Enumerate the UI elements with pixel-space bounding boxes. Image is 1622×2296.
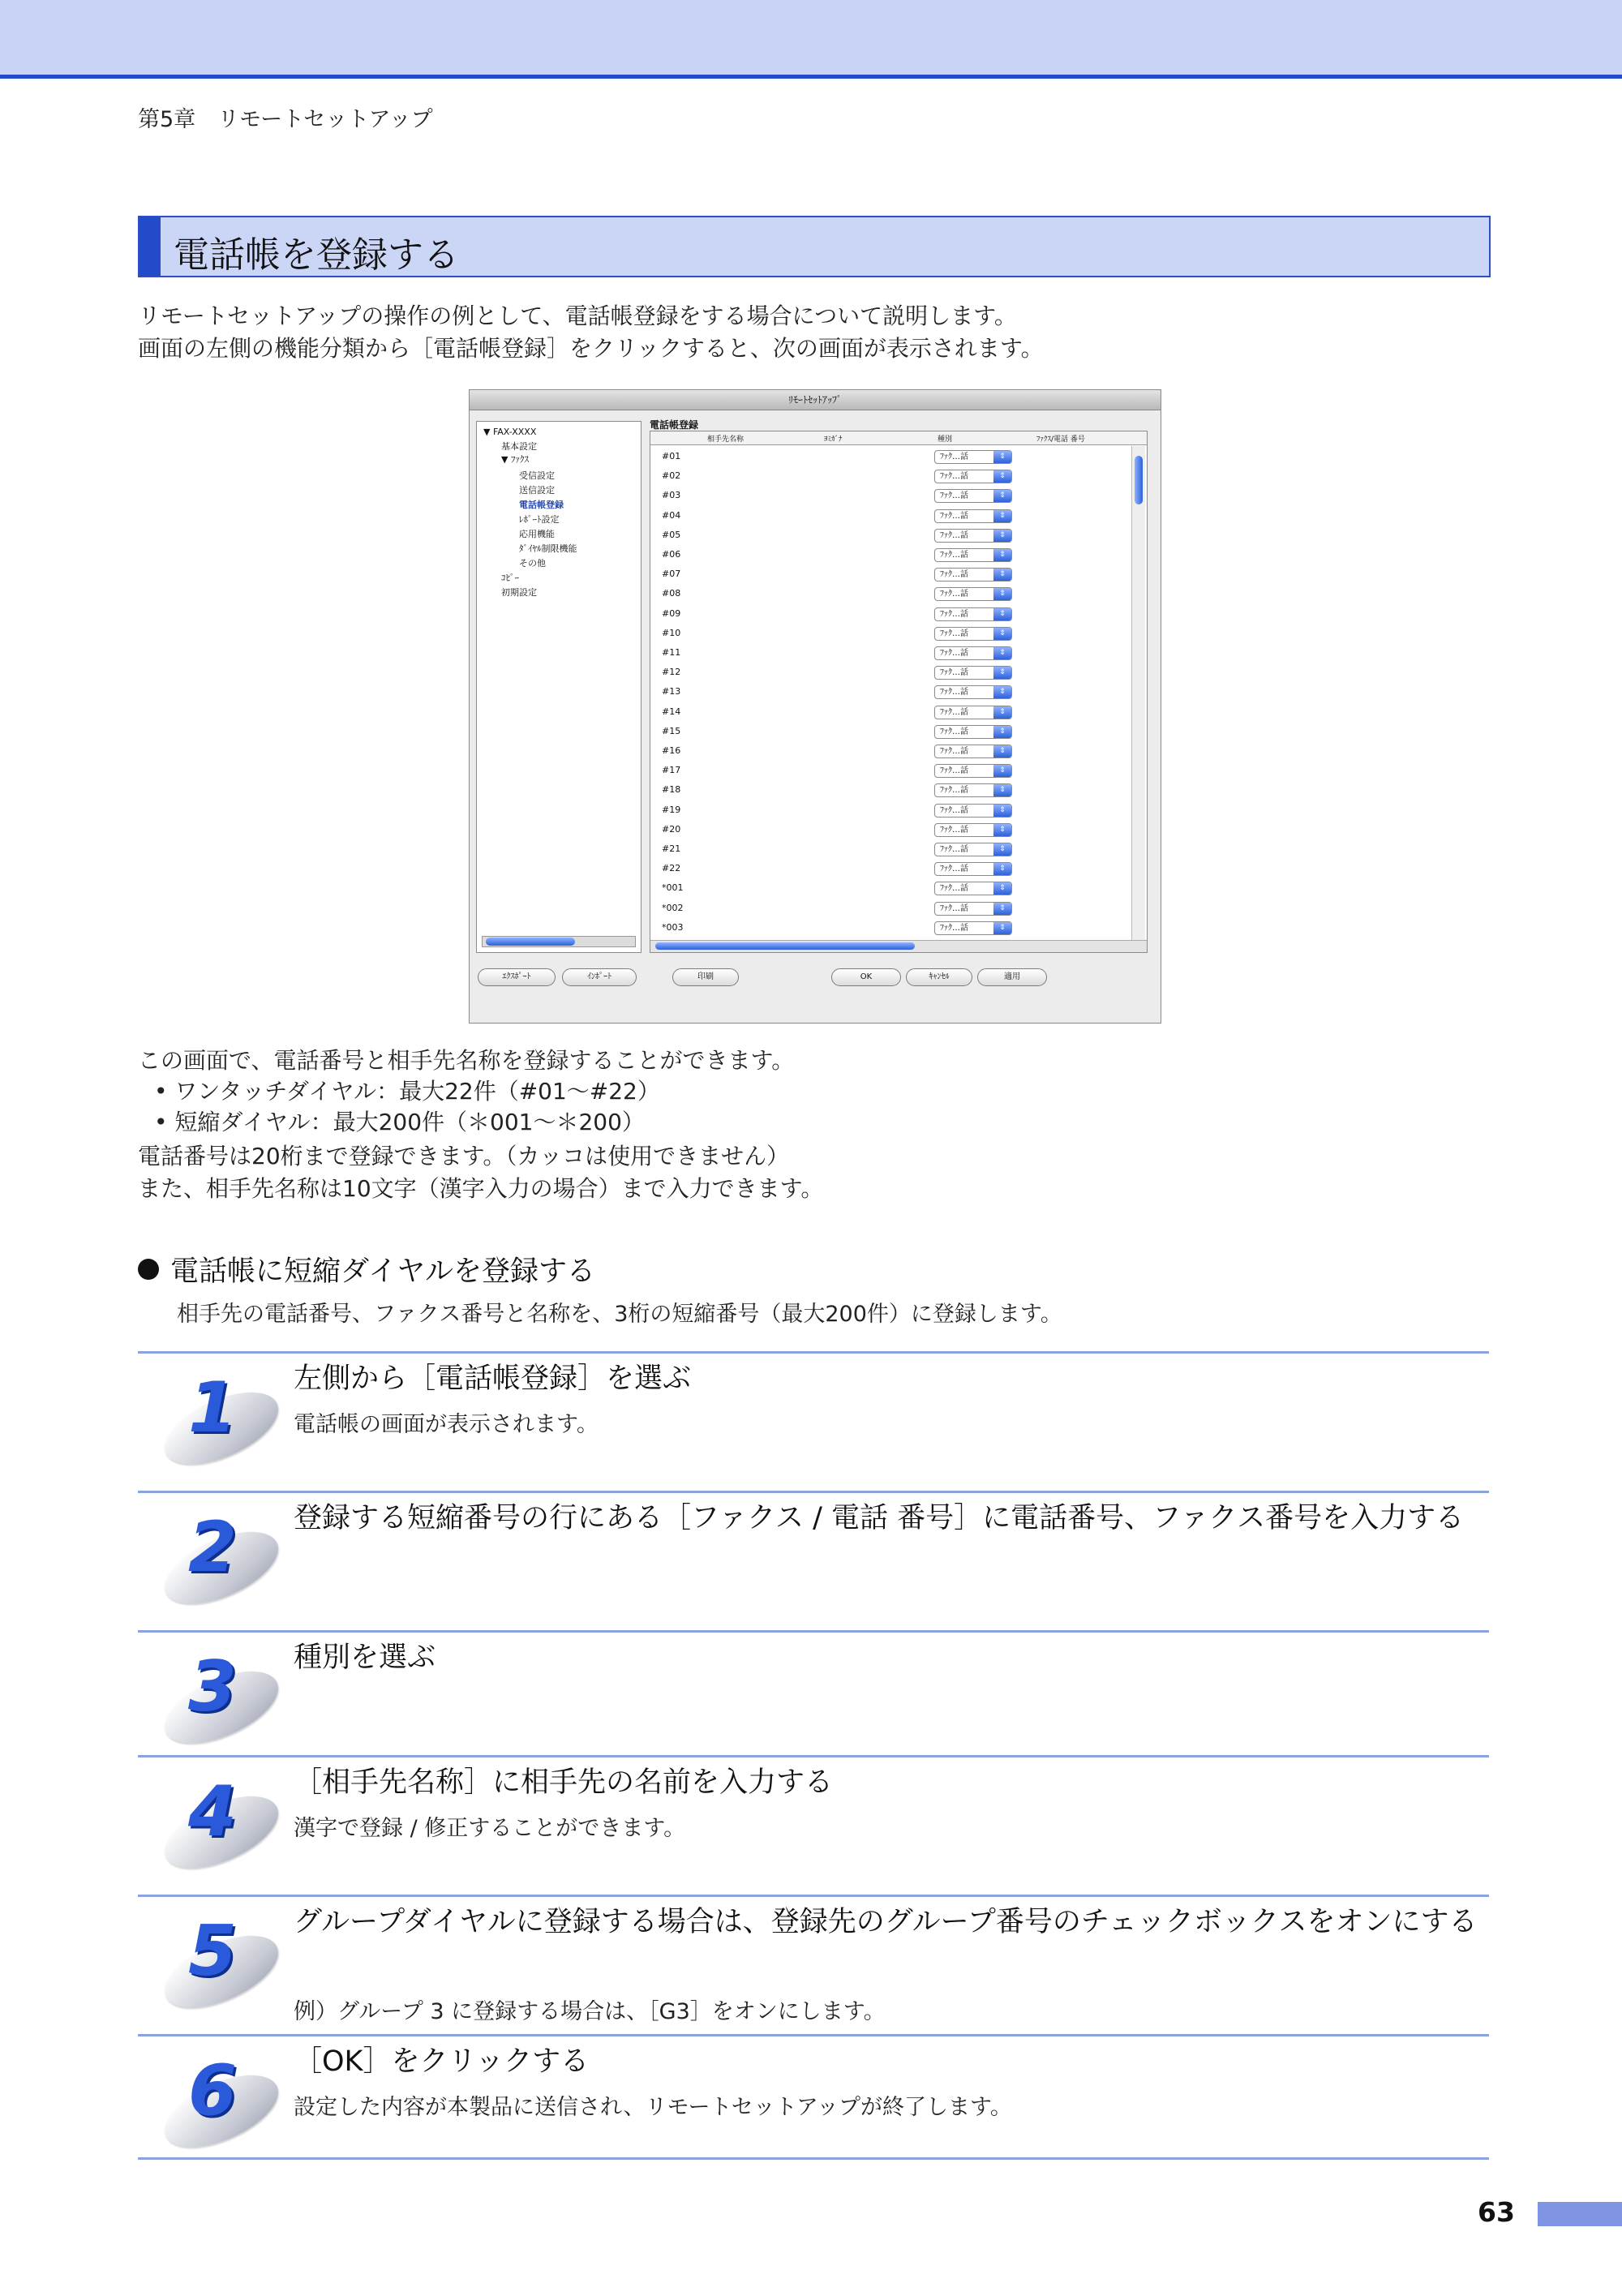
- type-select[interactable]: [934, 548, 1012, 562]
- row-id: #10: [662, 627, 681, 638]
- step-title: グループダイヤルに登録する場合は、登録先のグループ番号のチェックボックスをオンにする: [294, 1906, 1478, 1938]
- type-select-value: ﾌｧｸ…話: [940, 511, 968, 521]
- table-row[interactable]: [650, 899, 1129, 919]
- row-id: *003: [662, 921, 684, 933]
- print-button[interactable]: 印刷: [672, 968, 739, 986]
- table-row[interactable]: [650, 879, 1129, 899]
- row-id: #22: [662, 863, 681, 874]
- subsection-heading: [138, 1249, 595, 1290]
- export-button[interactable]: ｴｸｽﾎﾟｰﾄ: [478, 968, 556, 986]
- type-select[interactable]: [934, 470, 1012, 483]
- step-number: 2: [188, 1507, 237, 1588]
- updown-arrow-icon: ⇕: [993, 588, 1011, 600]
- row-id: #07: [662, 569, 681, 580]
- tree-item-advanced[interactable]: 応用機能: [519, 529, 555, 539]
- updown-arrow-icon: ⇕: [993, 882, 1011, 895]
- tree-item-send[interactable]: 送信設定: [519, 485, 555, 496]
- step-number: 5: [188, 1911, 237, 1992]
- tree-item-copy[interactable]: ｺﾋﾟｰ: [501, 573, 519, 583]
- tree-item-basic[interactable]: 基本設定: [501, 441, 537, 452]
- updown-arrow-icon: ⇕: [993, 843, 1011, 856]
- type-select[interactable]: [934, 685, 1012, 699]
- updown-arrow-icon: ⇕: [993, 686, 1011, 698]
- updown-arrow-icon: ⇕: [993, 805, 1011, 817]
- type-select-value: ﾌｧｸ…話: [940, 805, 968, 815]
- type-select-value: ﾌｧｸ…話: [940, 747, 968, 756]
- step-description: 電話帳の画面が表示されます。: [294, 1412, 599, 1437]
- ok-button[interactable]: OK: [831, 968, 901, 986]
- table-horizontal-scrollbar[interactable]: [650, 940, 1147, 952]
- type-select-value: ﾌｧｸ…話: [940, 491, 968, 501]
- table-row[interactable]: [650, 507, 1129, 526]
- table-header: [650, 431, 1147, 445]
- step-title: 左側から［電話帳登録］を選ぶ: [294, 1363, 692, 1395]
- table-row[interactable]: [650, 781, 1129, 800]
- col-number[interactable]: ﾌｧｸｽ/電話 番号: [1036, 436, 1085, 444]
- type-select-value: ﾌｧｸ…話: [940, 629, 968, 638]
- updown-arrow-icon: ⇕: [993, 922, 1011, 934]
- type-select[interactable]: [934, 921, 1012, 935]
- step-number-badge: [161, 2050, 282, 2148]
- table-row[interactable]: [650, 605, 1129, 624]
- type-select[interactable]: [934, 783, 1012, 797]
- row-id: #02: [662, 470, 681, 482]
- tree-horizontal-scrollbar[interactable]: [482, 936, 636, 947]
- table-row[interactable]: [650, 526, 1129, 546]
- row-id: #20: [662, 823, 681, 835]
- type-select[interactable]: [934, 902, 1012, 916]
- updown-arrow-icon: ⇕: [993, 726, 1011, 738]
- scroll-thumb[interactable]: [486, 938, 575, 946]
- updown-arrow-icon: ⇕: [993, 569, 1011, 581]
- type-select[interactable]: [934, 587, 1012, 601]
- step-divider: [138, 1630, 1489, 1633]
- phonebook-table: [650, 431, 1148, 953]
- type-select-value: ﾌｧｸ…話: [940, 845, 968, 854]
- row-id: #18: [662, 784, 681, 796]
- apply-button[interactable]: 適用: [977, 968, 1047, 986]
- step-number: 1: [188, 1367, 237, 1448]
- updown-arrow-icon: ⇕: [993, 647, 1011, 659]
- type-select-value: ﾌｧｸ…話: [940, 903, 968, 913]
- step-number-badge: [161, 1646, 282, 1744]
- row-id: #15: [662, 725, 681, 736]
- type-select[interactable]: [934, 489, 1012, 503]
- step-title: 登録する短縮番号の行にある［ファクス / 電話 番号］に電話番号、ファクス番号を入力する: [294, 1502, 1465, 1534]
- row-id: #03: [662, 490, 681, 501]
- type-select[interactable]: [934, 607, 1012, 621]
- table-row[interactable]: [650, 565, 1129, 585]
- subsection-title: 電話帳に短縮ダイヤルを登録する: [170, 1255, 595, 1288]
- type-select[interactable]: [934, 745, 1012, 758]
- note-bullet-text: 短縮ダイヤル：最大200件（＊001〜＊200）: [174, 1109, 645, 1135]
- chapter-header: 第5章 リモートセットアップ: [138, 107, 433, 132]
- tree-item-dial-restrict[interactable]: ﾀﾞｲﾔﾙ制限機能: [519, 543, 577, 554]
- step-number-badge: [161, 1771, 282, 1869]
- table-row[interactable]: [650, 919, 1129, 938]
- row-id: #08: [662, 588, 681, 599]
- table-row[interactable]: [650, 723, 1129, 742]
- import-button[interactable]: ｲﾝﾎﾟｰﾄ: [562, 968, 637, 986]
- type-select[interactable]: [934, 529, 1012, 543]
- table-row[interactable]: [650, 487, 1129, 506]
- table-label: 電話帳登録: [650, 419, 699, 431]
- section-title: 電話帳を登録する: [174, 234, 459, 276]
- table-row[interactable]: [650, 683, 1129, 702]
- row-id: #01: [662, 451, 681, 461]
- updown-arrow-icon: ⇕: [993, 490, 1011, 502]
- row-id: #13: [662, 686, 681, 697]
- window-title: ﾘﾓｰﾄｾｯﾄｱｯﾌﾟ: [470, 390, 1161, 410]
- type-select-value: ﾌｧｸ…話: [940, 923, 968, 933]
- updown-arrow-icon: ⇕: [993, 451, 1011, 463]
- step-number: 4: [188, 1771, 237, 1852]
- row-id: #21: [662, 843, 681, 854]
- type-select-value: ﾌｧｸ…話: [940, 825, 968, 835]
- type-select-value: ﾌｧｸ…話: [940, 884, 968, 894]
- note-bullet-text: ワンタッチダイヤル：最大22件（#01〜#22）: [174, 1078, 660, 1105]
- type-select-value: ﾌｧｸ…話: [940, 453, 968, 461]
- table-vertical-scrollbar[interactable]: [1131, 446, 1145, 942]
- type-select[interactable]: [934, 862, 1012, 876]
- updown-arrow-icon: ⇕: [993, 765, 1011, 777]
- updown-arrow-icon: ⇕: [993, 903, 1011, 915]
- step-number-badge: [161, 1367, 282, 1465]
- step-divider: [138, 2034, 1489, 2036]
- function-tree: [476, 421, 642, 953]
- step-number: 3: [188, 1646, 237, 1727]
- table-row[interactable]: [650, 467, 1129, 487]
- table-row[interactable]: [650, 703, 1129, 723]
- updown-arrow-icon: ⇕: [993, 784, 1011, 796]
- type-select[interactable]: [934, 646, 1012, 660]
- type-select[interactable]: [934, 804, 1012, 818]
- row-id: #14: [662, 706, 681, 717]
- step-divider: [138, 1351, 1489, 1354]
- type-select-value: ﾌｧｸ…話: [940, 590, 968, 599]
- updown-arrow-icon: ⇕: [993, 608, 1011, 620]
- col-reading[interactable]: ﾖﾐｶﾞﾅ: [824, 436, 843, 444]
- page-number-bar: [1538, 2202, 1622, 2226]
- scroll-thumb[interactable]: [655, 942, 915, 950]
- intro-line-2: 画面の左側の機能分類から［電話帳登録］をクリックすると、次の画面が表示されます。: [138, 335, 1044, 362]
- row-id: #16: [662, 745, 681, 756]
- step-description: 漢字で登録 / 修正することができます。: [294, 1816, 686, 1841]
- type-select-value: ﾌｧｸ…話: [940, 727, 968, 736]
- table-row[interactable]: [650, 644, 1129, 663]
- note-line-1: この画面で、電話番号と相手先名称を登録することができます。: [138, 1047, 795, 1074]
- section-title-box: [138, 216, 1491, 277]
- type-select[interactable]: [934, 627, 1012, 641]
- row-id: #09: [662, 607, 681, 619]
- row-id: #17: [662, 765, 681, 776]
- type-select-value: ﾌｧｸ…話: [940, 649, 968, 658]
- step-number-badge: [161, 1911, 282, 2008]
- type-select[interactable]: [934, 568, 1012, 582]
- tree-item-phonebook[interactable]: 電話帳登録: [519, 500, 564, 510]
- step-title: ［相手先名称］に相手先の名前を入力する: [294, 1766, 834, 1799]
- type-select[interactable]: [934, 725, 1012, 739]
- note-line-2: 電話番号は20桁まで登録できます。（カッコは使用できません）: [138, 1143, 790, 1169]
- step-title: 種別を選ぶ: [294, 1642, 436, 1674]
- type-select[interactable]: [934, 764, 1012, 778]
- step-divider: [138, 1755, 1489, 1757]
- type-select-value: ﾌｧｸ…話: [940, 570, 968, 580]
- table-row[interactable]: [650, 801, 1129, 821]
- tree-item-other[interactable]: その他: [519, 558, 546, 569]
- table-row[interactable]: [650, 742, 1129, 762]
- bullet-dot: [138, 1259, 159, 1280]
- table-row[interactable]: [650, 624, 1129, 644]
- type-select[interactable]: [934, 450, 1012, 464]
- type-select-value: ﾌｧｸ…話: [940, 786, 968, 796]
- step-divider: [138, 1491, 1489, 1493]
- type-select-value: ﾌｧｸ…話: [940, 530, 968, 540]
- page-number: 63: [1478, 2196, 1515, 2228]
- updown-arrow-icon: ⇕: [993, 510, 1011, 522]
- tree-item-fax[interactable]: ▼ ﾌｧｸｽ: [501, 454, 529, 465]
- section-title-accent: [139, 217, 161, 276]
- table-row[interactable]: [650, 762, 1129, 781]
- step-description: 例）グループ 3 に登録する場合は、［G3］をオンにします。: [294, 1999, 886, 2024]
- table-row[interactable]: [650, 546, 1129, 565]
- type-select[interactable]: [934, 882, 1012, 895]
- updown-arrow-icon: ⇕: [993, 667, 1011, 679]
- type-select[interactable]: [934, 843, 1012, 856]
- step-title: ［OK］をクリックする: [294, 2045, 590, 2078]
- tree-item-receive[interactable]: 受信設定: [519, 470, 555, 481]
- updown-arrow-icon: ⇕: [993, 549, 1011, 561]
- row-id: #04: [662, 509, 681, 521]
- step-number: 6: [188, 2050, 237, 2131]
- updown-arrow-icon: ⇕: [993, 470, 1011, 483]
- type-select[interactable]: [934, 823, 1012, 837]
- type-select[interactable]: [934, 706, 1012, 719]
- type-select-value: ﾌｧｸ…話: [940, 865, 968, 874]
- updown-arrow-icon: ⇕: [993, 628, 1011, 640]
- updown-arrow-icon: ⇕: [993, 745, 1011, 757]
- top-band: [0, 0, 1622, 79]
- tree-item-report[interactable]: ﾚﾎﾟｰﾄ設定: [519, 514, 560, 525]
- intro-line-1: リモートセットアップの操作の例として、電話帳登録をする場合について説明します。: [138, 303, 1017, 329]
- row-id: #06: [662, 549, 681, 560]
- table-row[interactable]: [650, 840, 1129, 860]
- type-select-value: ﾌｧｸ…話: [940, 668, 968, 678]
- remote-setup-window: [469, 389, 1161, 1024]
- scroll-thumb[interactable]: [1135, 456, 1143, 504]
- row-id: #19: [662, 804, 681, 815]
- type-select-value: ﾌｧｸ…話: [940, 688, 968, 697]
- note-line-3: また、相手先名称は10文字（漢字入力の場合）まで入力できます。: [138, 1175, 824, 1202]
- row-id: #12: [662, 667, 681, 678]
- step-number-badge: [161, 1507, 282, 1604]
- table-row[interactable]: [650, 821, 1129, 840]
- table-row[interactable]: [650, 585, 1129, 604]
- col-name[interactable]: 相手先名称: [707, 436, 744, 444]
- table-row[interactable]: [650, 663, 1129, 683]
- updown-arrow-icon: ⇕: [993, 863, 1011, 875]
- updown-arrow-icon: ⇕: [993, 530, 1011, 542]
- type-select-value: ﾌｧｸ…話: [940, 551, 968, 560]
- note-bullet-2: • 短縮ダイヤル：最大200件（＊001〜＊200）: [154, 1109, 645, 1135]
- type-select-value: ﾌｧｸ…話: [940, 472, 968, 482]
- step-divider: [138, 2157, 1489, 2160]
- table-row[interactable]: [650, 860, 1129, 879]
- row-id: *002: [662, 902, 684, 913]
- updown-arrow-icon: ⇕: [993, 824, 1011, 836]
- type-select-value: ﾌｧｸ…話: [940, 766, 968, 776]
- subsection-description: 相手先の電話番号、ファクス番号と名称を、3桁の短縮番号（最大200件）に登録します。: [177, 1302, 1062, 1327]
- cancel-button[interactable]: ｷｬﾝｾﾙ: [906, 968, 972, 986]
- step-divider: [138, 1895, 1489, 1897]
- type-select-value: ﾌｧｸ…話: [940, 707, 968, 717]
- tree-item-device[interactable]: ▼ FAX-XXXX: [483, 427, 537, 437]
- row-id: *001: [662, 882, 684, 894]
- row-id: #05: [662, 529, 681, 540]
- type-select[interactable]: [934, 666, 1012, 680]
- row-id: #11: [662, 647, 681, 658]
- type-select-value: ﾌｧｸ…話: [940, 609, 968, 619]
- type-select[interactable]: [934, 509, 1012, 523]
- note-bullet-1: • ワンタッチダイヤル：最大22件（#01〜#22）: [154, 1078, 660, 1105]
- col-type[interactable]: 種別: [938, 436, 953, 444]
- updown-arrow-icon: ⇕: [993, 706, 1011, 719]
- tree-item-initial[interactable]: 初期設定: [501, 587, 537, 598]
- step-description: 設定した内容が本製品に送信され、リモートセットアップが終了します。: [294, 2095, 1012, 2120]
- table-row[interactable]: [650, 448, 1129, 467]
